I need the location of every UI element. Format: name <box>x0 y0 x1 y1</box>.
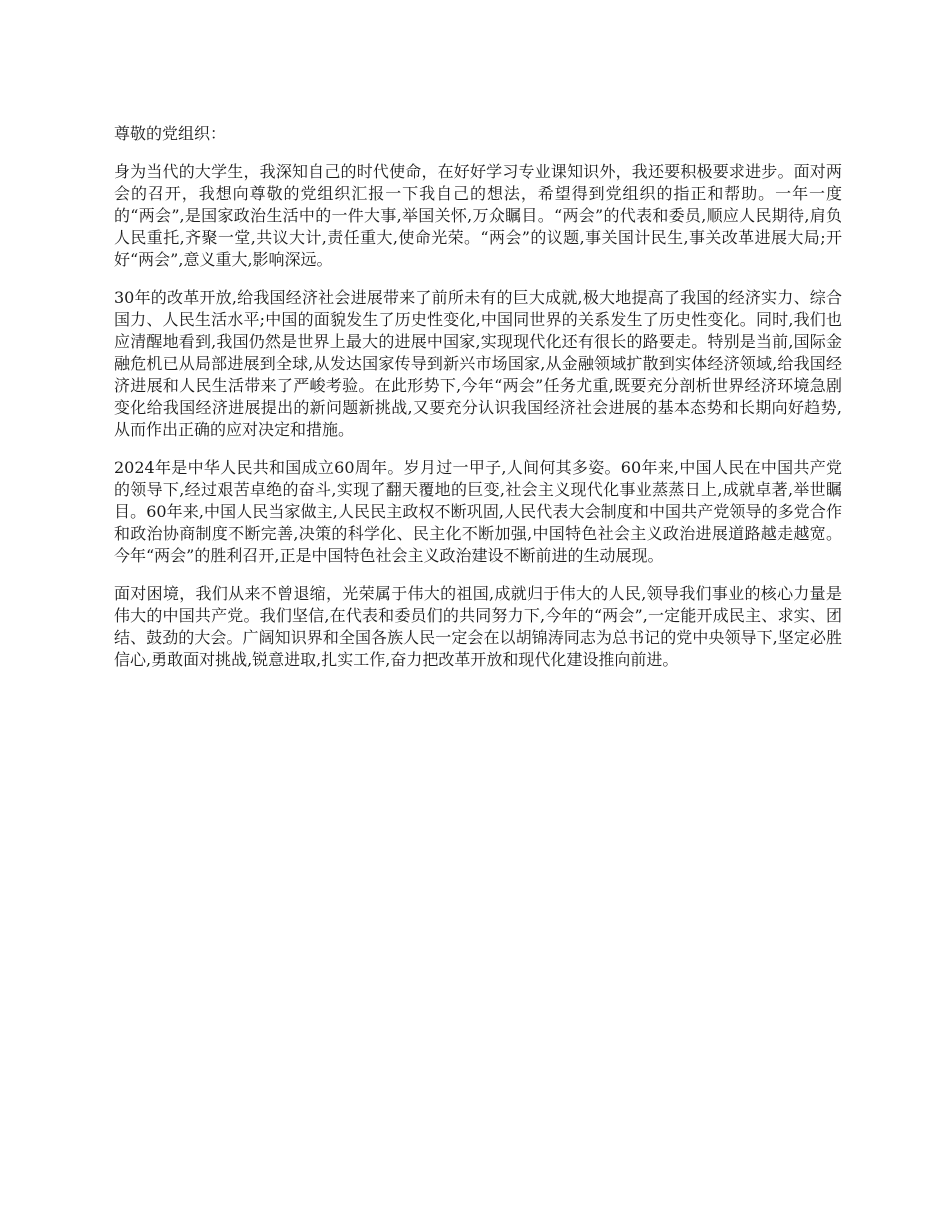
paragraph-4: 面对困境，我们从来不曾退缩，光荣属于伟大的祖国,成就归于伟大的人民,领导我们事业的核心力量是伟大的中国共产党。我们坚信,在代表和委员们的共同努力下,今年的“两会”,一定能开成民主、求实、团结、鼓劲的大会。广阔知识界和全国各族人民一定会在以胡锦涛同志为总书记的党中央领导下,坚定必胜信心,勇敢面对挑战,锐意进取,扎实工作,奋力把改革开放和现代化建设推向前进。 <box>114 584 842 669</box>
paragraph-2: 30年的改革开放,给我国经济社会进展带来了前所未有的巨大成就,极大地提高了我国的经济实力、综合国力、人民生活水平;中国的面貌发生了历史性变化,中国同世界的关系发生了历史性变化。同时,我们也应清醒地看到,我国仍然是世界上最大的进展中国家,实现现代化还有很长的路要走。特别是当前,国际金融危机已从局部进展到全球,从发达国家传导到新兴市场国家,从金融领域扩散到实体经济领域,给我国经济进展和人民生活带来了严峻考验。在此形势下,今年“两会”任务尤重,既要充分剖析世界经济环境急剧变化给我国经济进展提出的新问题新挑战,又要充分认识我国经济社会进展的基本态势和长期向好趋势,从而作出正确的应对决定和措施。 <box>114 288 842 439</box>
paragraph-1: 身为当代的大学生，我深知自己的时代使命，在好好学习专业课知识外，我还要积极要求进步。面对两会的召开，我想向尊敬的党组织汇报一下我自己的想法，希望得到党组织的指正和帮助。一年一度的“两会”,是国家政治生活中的一件大事,举国关怀,万众瞩目。“两会”的代表和委员,顺应人民期待,肩负人民重托,齐聚一堂,共议大计,责任重大,使命光荣。“两会”的议题,事关国计民生,事关改革进展大局;开好“两会”,意义重大,影响深远。 <box>114 162 842 269</box>
paragraph-3: 2024年是中华人民共和国成立60周年。岁月过一甲子,人间何其多姿。60年来,中国人民在中国共产党的领导下,经过艰苦卓绝的奋斗,实现了翻天覆地的巨变,社会主义现代化事业蒸蒸日上,成就卓著,举世瞩目。60年来,中国人民当家做主,人民民主政权不断巩固,人民代表大会制度和中国共产党领导的多党合作和政治协商制度不断完善,决策的科学化、民主化不断加强,中国特色社会主义政治进展道路越走越宽。今年“两会”的胜利召开,正是中国特色社会主义政治建设不断前进的生动展现。 <box>114 458 842 565</box>
document-body <box>114 123 842 687</box>
salutation: 尊敬的党组织： <box>114 124 227 143</box>
